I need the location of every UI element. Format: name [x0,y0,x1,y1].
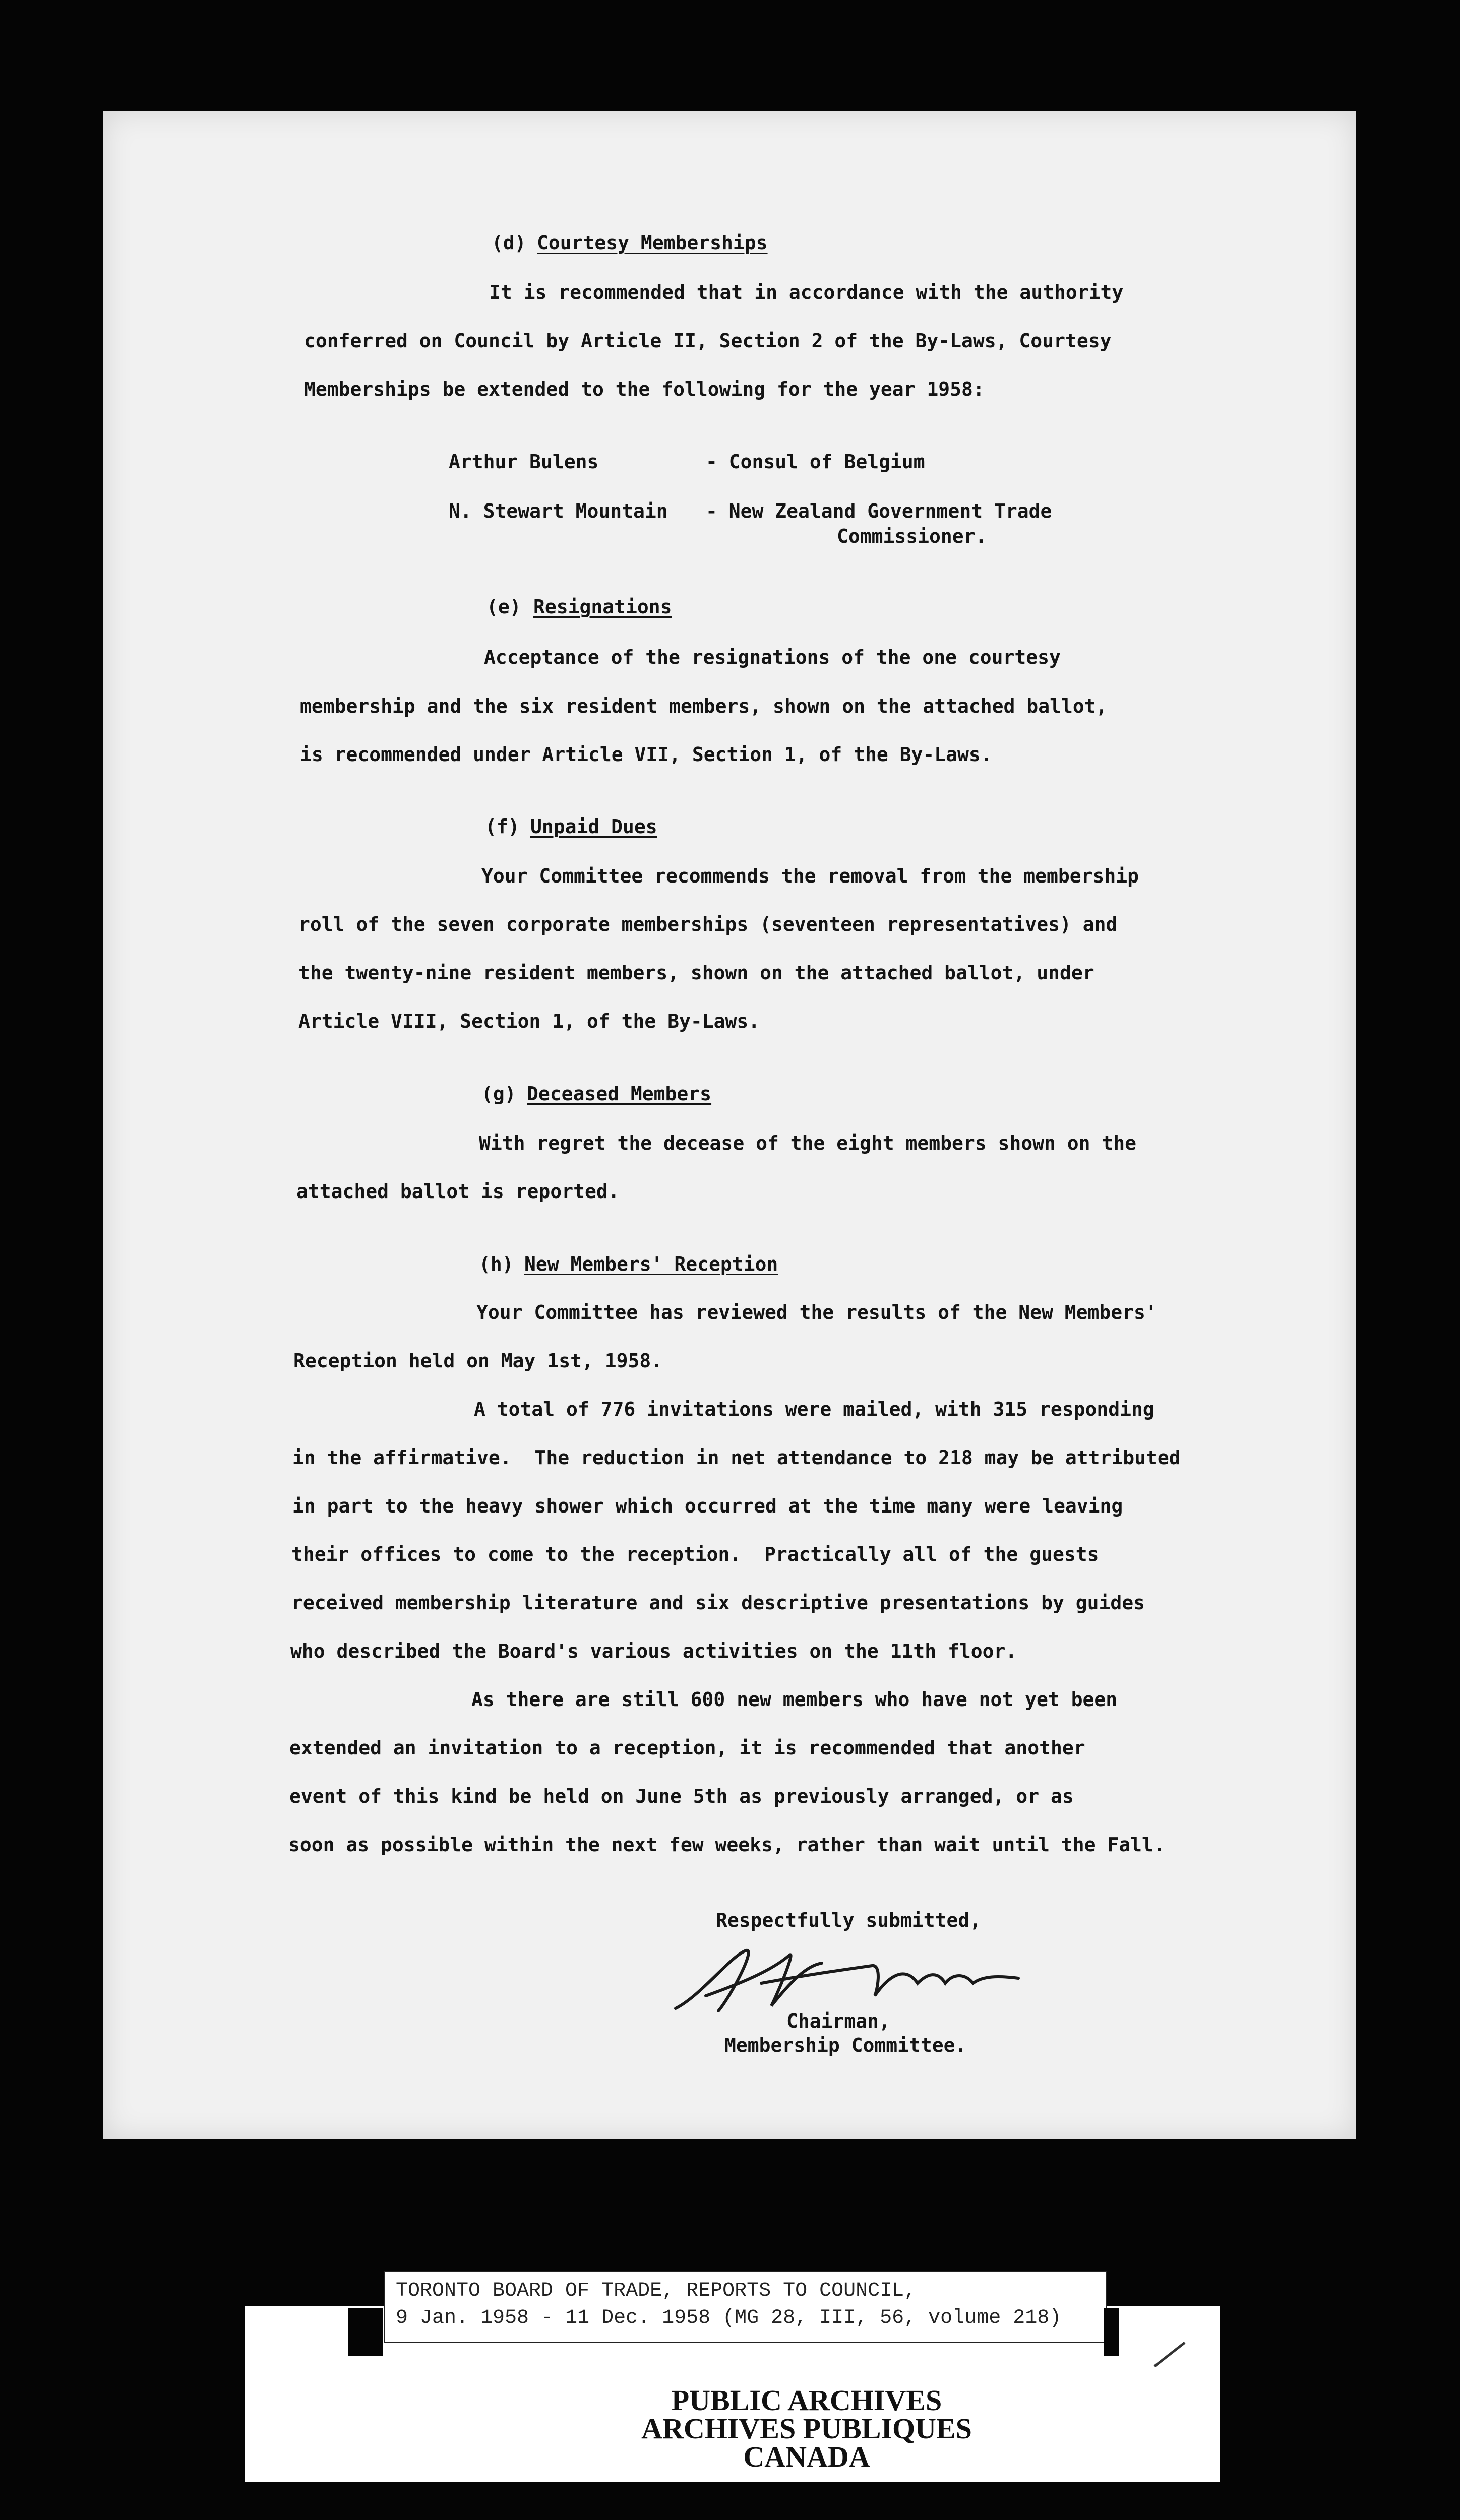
section-g-line: With regret the decease of the eight members shown on the [479,1132,1137,1154]
section-h-line: in the affirmative. The reduction in net attendance to 218 may be attributed [292,1446,1181,1469]
member-name: Arthur Bulens [449,451,599,473]
section-h-line: in part to the heavy shower which occurred at the time many were leaving [292,1495,1123,1517]
label-notch [348,2308,383,2356]
member-name: N. Stewart Mountain [449,500,668,522]
section-g-heading: Deceased Members [527,1083,712,1105]
section-h-line: their offices to come to the reception. Practically all of the guests [291,1543,1099,1565]
section-g-label: (g) [481,1083,516,1105]
section-d-line: It is recommended that in accordance with the authority [489,281,1124,303]
section-d-label: (d) [492,232,526,254]
section-d-line: conferred on Council by Article II, Section 2 of the By-Laws, Courtesy [304,330,1112,352]
section-f-label: (f) [485,815,520,838]
section-d-line: Memberships be extended to the following for the year 1958: [304,378,985,400]
label-notch [1104,2308,1119,2356]
section-h-line: Reception held on May 1st, 1958. [293,1350,663,1372]
closing-title-chairman: Chairman, [786,2010,890,2032]
section-h-label: (h) [479,1253,514,1275]
member-role-continued: Commissioner. [837,525,987,547]
archives-stamp-english: PUBLIC ARCHIVES [671,2384,942,2417]
section-h-line: soon as possible within the next few weeks, rather than wait until the Fall. [288,1834,1165,1856]
section-h-heading: New Members' Reception [524,1253,778,1275]
section-g-line: attached ballot is reported. [296,1180,620,1203]
archives-stamp-french: ARCHIVES PUBLIQUES [641,2412,972,2445]
section-d-heading: Courtesy Memberships [537,232,768,254]
section-f-line: roll of the seven corporate memberships (seventeen representatives) and [298,913,1118,935]
section-e-line: membership and the six resident members, shown on the attached ballot, [300,695,1108,717]
section-h-line: A total of 776 invitations were mailed, with 315 responding [474,1398,1154,1420]
section-f-line: Your Committee recommends the removal from the membership [481,865,1139,887]
signature-image [671,1935,1033,2021]
archive-reference-line: 9 Jan. 1958 - 11 Dec. 1958 (MG 28, III, 56, volume 218) [396,2307,1062,2329]
section-f-line: the twenty-nine resident members, shown on the attached ballot, under [298,962,1094,984]
section-h-line: event of this kind be held on June 5th as previously arranged, or as [289,1785,1074,1807]
section-h-line: extended an invitation to a reception, it is recommended that another [289,1737,1085,1759]
section-h-line: As there are still 600 new members who have not yet been [471,1688,1118,1711]
section-f-line: Article VIII, Section 1, of the By-Laws. [298,1010,760,1032]
closing-respectfully: Respectfully submitted, [716,1909,982,1931]
section-h-line: Your Committee has reviewed the results of the New Members' [476,1301,1157,1324]
member-role: - Consul of Belgium [706,451,925,473]
section-h-line: who described the Board's various activities on the 11th floor. [290,1640,1017,1662]
archives-stamp-country: CANADA [743,2440,870,2473]
pen-mark-icon [1149,2339,1190,2369]
member-role: - New Zealand Government Trade [706,500,1052,522]
section-e-label: (e) [486,596,521,618]
section-h-line: received membership literature and six descriptive presentations by guides [291,1592,1145,1614]
archive-reference-line: TORONTO BOARD OF TRADE, REPORTS TO COUNCIL, [396,2280,917,2302]
section-e-heading: Resignations [533,596,672,618]
section-e-line: Acceptance of the resignations of the one courtesy [484,646,1061,668]
closing-title-committee: Membership Committee. [724,2034,967,2056]
section-e-line: is recommended under Article VII, Section 1, of the By-Laws. [300,743,992,766]
section-f-heading: Unpaid Dues [530,815,657,838]
